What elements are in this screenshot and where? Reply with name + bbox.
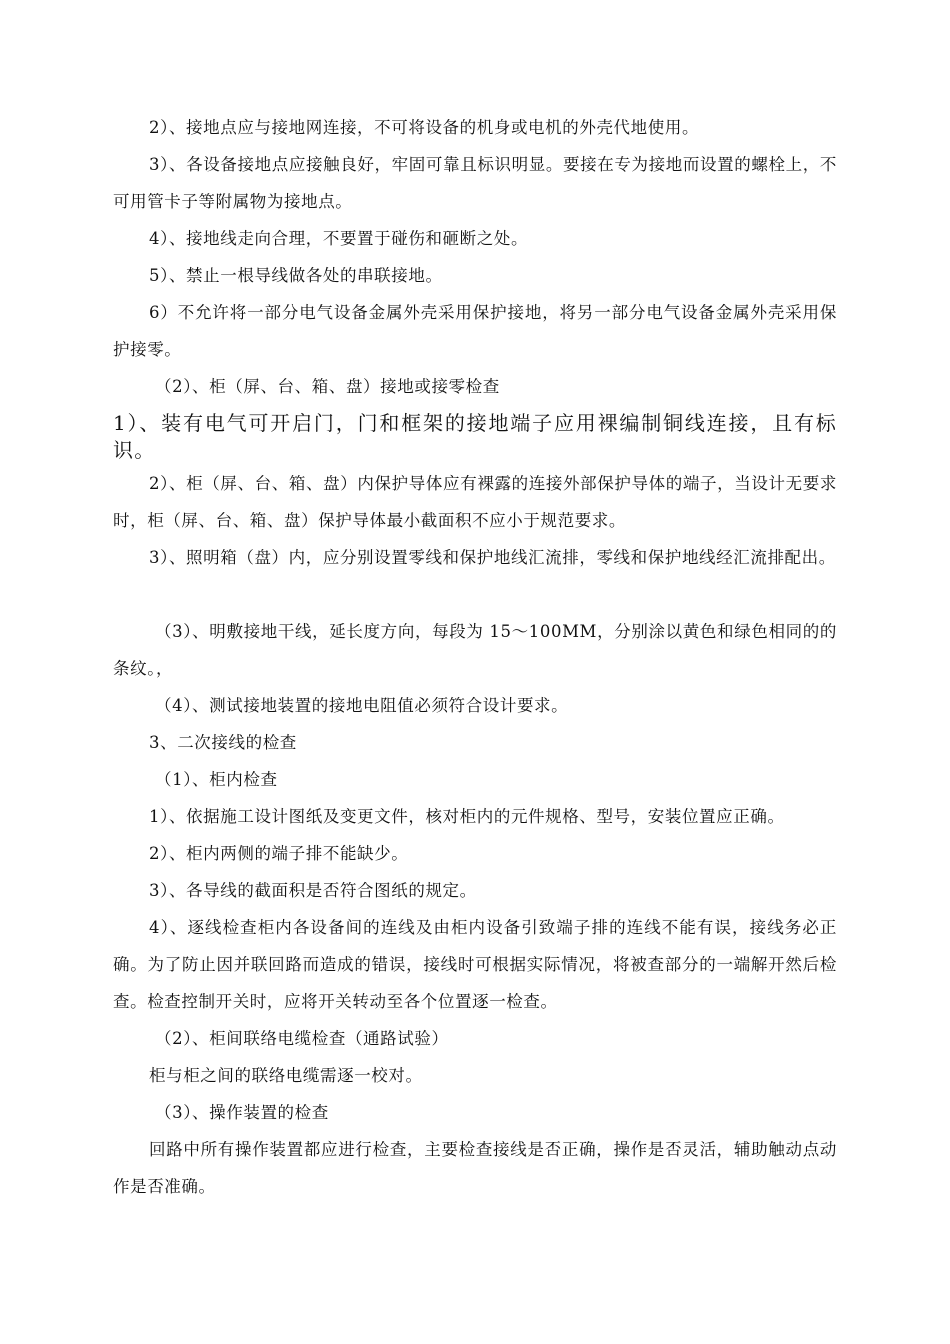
- paragraph: 1）、依据施工设计图纸及变更文件，核对柜内的元件规格、型号，安装位置应正确。: [149, 807, 785, 826]
- section-heading: 3、二次接线的检查: [149, 733, 297, 752]
- paragraph: 3）、照明箱（盘）内，应分别设置零线和保护地线汇流排，零线和保护地线经汇流排配出。: [149, 548, 836, 567]
- subsection-heading: （1）、柜内检查: [155, 770, 278, 789]
- paragraph: 柜与柜之间的联络电缆需逐一校对。: [149, 1066, 423, 1085]
- paragraph: 5）、禁止一根导线做各处的串联接地。: [149, 266, 443, 285]
- paragraph: 3）、各导线的截面积是否符合图纸的规定。: [149, 881, 477, 900]
- paragraph: （3）、明敷接地干线，延长度方向，每段为 15～100MM，分别涂以黄色和绿色相同的的条纹。，: [113, 622, 837, 678]
- section-heading: （2）、柜（屏、台、箱、盘）接地或接零检查: [155, 377, 500, 396]
- paragraph: 2）、柜（屏、台、箱、盘）内保护导体应有裸露的连接外部保护导体的端子，当设计无要求时，柜（屏、台、箱、盘）保护导体最小截面积不应小于规范要求。: [113, 474, 837, 530]
- paragraph: 4）、逐线检查柜内各设备间的连线及由柜内设备引致端子排的连线不能有误，接线务必正确。为了防止因并联回路而造成的错误，接线时可根据实际情况，将被查部分的一端解开然后检查。检查控制开关时，应将开关转动至各个位置逐一检查。: [113, 918, 837, 1011]
- paragraph: 2）、柜内两侧的端子排不能缺少。: [149, 844, 409, 863]
- paragraph: 3）、各设备接地点应接触良好，牢固可靠且标识明显。要接在专为接地而设置的螺栓上，不可用管卡子等附属物为接地点。: [113, 155, 837, 211]
- paragraph: 2）、接地点应与接地网连接，不可将设备的机身或电机的外壳代地使用。: [149, 118, 700, 137]
- paragraph: 6）不允许将一部分电气设备金属外壳采用保护接地，将另一部分电气设备金属外壳采用保护接零。: [113, 303, 837, 359]
- paragraph: 4）、接地线走向合理，不要置于碰伤和砸断之处。: [149, 229, 529, 248]
- subsection-heading: （3）、操作装置的检查: [155, 1103, 329, 1122]
- paragraph: 1）、装有电气可开启门，门和框架的接地端子应用裸编制铜线连接，且有标识。: [113, 411, 837, 462]
- subsection-heading: （2）、柜间联络电缆检查（通路试验）: [155, 1029, 449, 1048]
- paragraph: 回路中所有操作装置都应进行检查，主要检查接线是否正确，操作是否灵活，辅助触动点动作是否准确。: [113, 1140, 837, 1196]
- paragraph: （4）、测试接地装置的接地电阻值必须符合设计要求。: [155, 696, 569, 715]
